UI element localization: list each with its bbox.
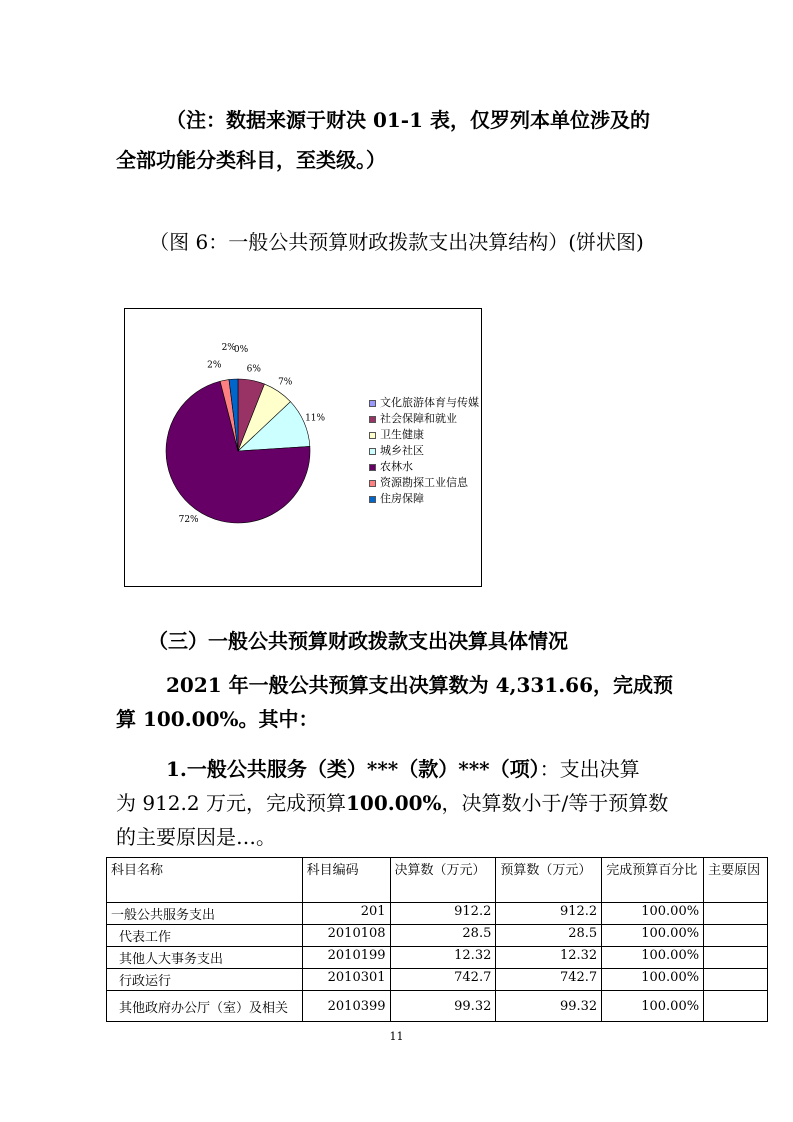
cell-code: 2010199	[302, 947, 390, 969]
table-header-row	[107, 858, 768, 903]
table-row	[107, 903, 768, 925]
summary-paragraph	[116, 668, 696, 736]
item-1-lead: 1.一般公共服务（类）***（款）***（项）	[166, 757, 540, 781]
section-heading: （三）一般公共预算财政拨款支出决算具体情况	[148, 629, 568, 653]
cell-actual: 12.32	[390, 947, 496, 969]
legend-swatch	[369, 400, 376, 407]
item-1-text-d: 的主要原因是…。	[116, 825, 276, 849]
pie-percent-label: 6%	[246, 364, 261, 375]
legend-label: 城乡社区	[380, 444, 424, 457]
legend-swatch	[369, 416, 376, 423]
legend-label: 卫生健康	[380, 428, 424, 441]
pie-percent-label: 2%	[221, 343, 236, 354]
item-1-paragraph	[116, 752, 696, 854]
legend-swatch	[369, 432, 376, 439]
cell-reason	[704, 947, 768, 969]
cell-budget: 99.32	[496, 991, 602, 1022]
legend-item	[369, 443, 479, 459]
legend-label: 住房保障	[380, 492, 424, 505]
item-1-text-a: ：支出决算	[539, 757, 640, 781]
legend-item	[369, 395, 479, 411]
cell-percent: 100.00%	[602, 947, 704, 969]
cell-subject: 行政运行	[107, 969, 303, 991]
pie-percent-label: 72%	[178, 514, 199, 525]
item-1-text-c: ，决算数小于/等于预算数	[441, 791, 669, 815]
table-row	[107, 991, 768, 1022]
pie-percent-label: 0%	[233, 345, 249, 355]
table-row	[107, 947, 768, 969]
legend-swatch	[369, 448, 376, 455]
cell-budget: 742.7	[496, 969, 602, 991]
cell-subject: 一般公共服务支出	[107, 903, 303, 925]
cell-percent: 100.00%	[602, 903, 704, 925]
legend-swatch	[369, 464, 376, 471]
page-number: 11	[389, 1030, 404, 1043]
legend-item	[369, 411, 479, 427]
cell-subject: 其他政府办公厅（室）及相关	[107, 991, 303, 1022]
cell-budget: 28.5	[496, 925, 602, 947]
cell-code: 2010399	[302, 991, 390, 1022]
pie-percent-label: 7%	[278, 377, 293, 388]
legend-label: 文化旅游体育与传媒	[380, 396, 479, 409]
figure-caption: （图 6：一般公共预算财政拨款支出决算结构）(饼状图)	[149, 230, 644, 254]
legend-swatch	[369, 496, 376, 503]
cell-code: 2010301	[302, 969, 390, 991]
header-cell: 预算数（万元）	[496, 858, 602, 903]
legend-label: 社会保障和就业	[380, 412, 457, 425]
header-cell: 决算数（万元）	[390, 858, 496, 903]
item-1-text-b: 为 912.2 万元，完成预算	[116, 791, 346, 815]
item-1-pct: 100.00%	[345, 791, 442, 815]
expenditure-table	[106, 857, 768, 1022]
pie-percent-label: 11%	[305, 413, 326, 424]
header-cell: 完成预算百分比	[602, 858, 704, 903]
legend-item	[369, 491, 479, 507]
legend-item	[369, 459, 479, 475]
cell-percent: 100.00%	[602, 991, 704, 1022]
cell-actual: 912.2	[390, 903, 496, 925]
header-cell: 科目编码	[302, 858, 390, 903]
cell-reason	[704, 925, 768, 947]
chart-legend	[369, 395, 479, 507]
legend-item	[369, 427, 479, 443]
cell-reason	[704, 991, 768, 1022]
cell-subject: 代表工作	[107, 925, 303, 947]
cell-code: 2010108	[302, 925, 390, 947]
cell-budget: 12.32	[496, 947, 602, 969]
pie-chart-frame	[124, 308, 482, 587]
cell-reason	[704, 969, 768, 991]
legend-label: 资源勘探工业信息	[380, 476, 468, 489]
cell-percent: 100.00%	[602, 925, 704, 947]
cell-code: 201	[302, 903, 390, 925]
legend-item	[369, 475, 479, 491]
summary-line-1: 2021 年一般公共预算支出决算数为 4,331.66，完成预	[166, 673, 674, 697]
cell-reason	[704, 903, 768, 925]
pie-chart	[125, 309, 365, 586]
cell-actual: 742.7	[390, 969, 496, 991]
summary-line-2: 算 100.00%。其中：	[116, 707, 319, 731]
cell-subject: 其他人大事务支出	[107, 947, 303, 969]
header-cell: 科目名称	[107, 858, 303, 903]
note-line-1: （注：数据来源于财决 01-1 表，仅罗列本单位涉及的	[166, 108, 650, 132]
pie-percent-label: 2%	[207, 360, 222, 371]
cell-actual: 28.5	[390, 925, 496, 947]
note-line-2: 全部功能分类科目，至类级。）	[116, 148, 386, 172]
cell-percent: 100.00%	[602, 969, 704, 991]
data-source-note	[116, 100, 716, 180]
cell-budget: 912.2	[496, 903, 602, 925]
table-row	[107, 925, 768, 947]
legend-swatch	[369, 480, 376, 487]
cell-actual: 99.32	[390, 991, 496, 1022]
legend-label: 农林水	[380, 460, 413, 473]
header-cell: 主要原因	[704, 858, 768, 903]
table-row	[107, 969, 768, 991]
